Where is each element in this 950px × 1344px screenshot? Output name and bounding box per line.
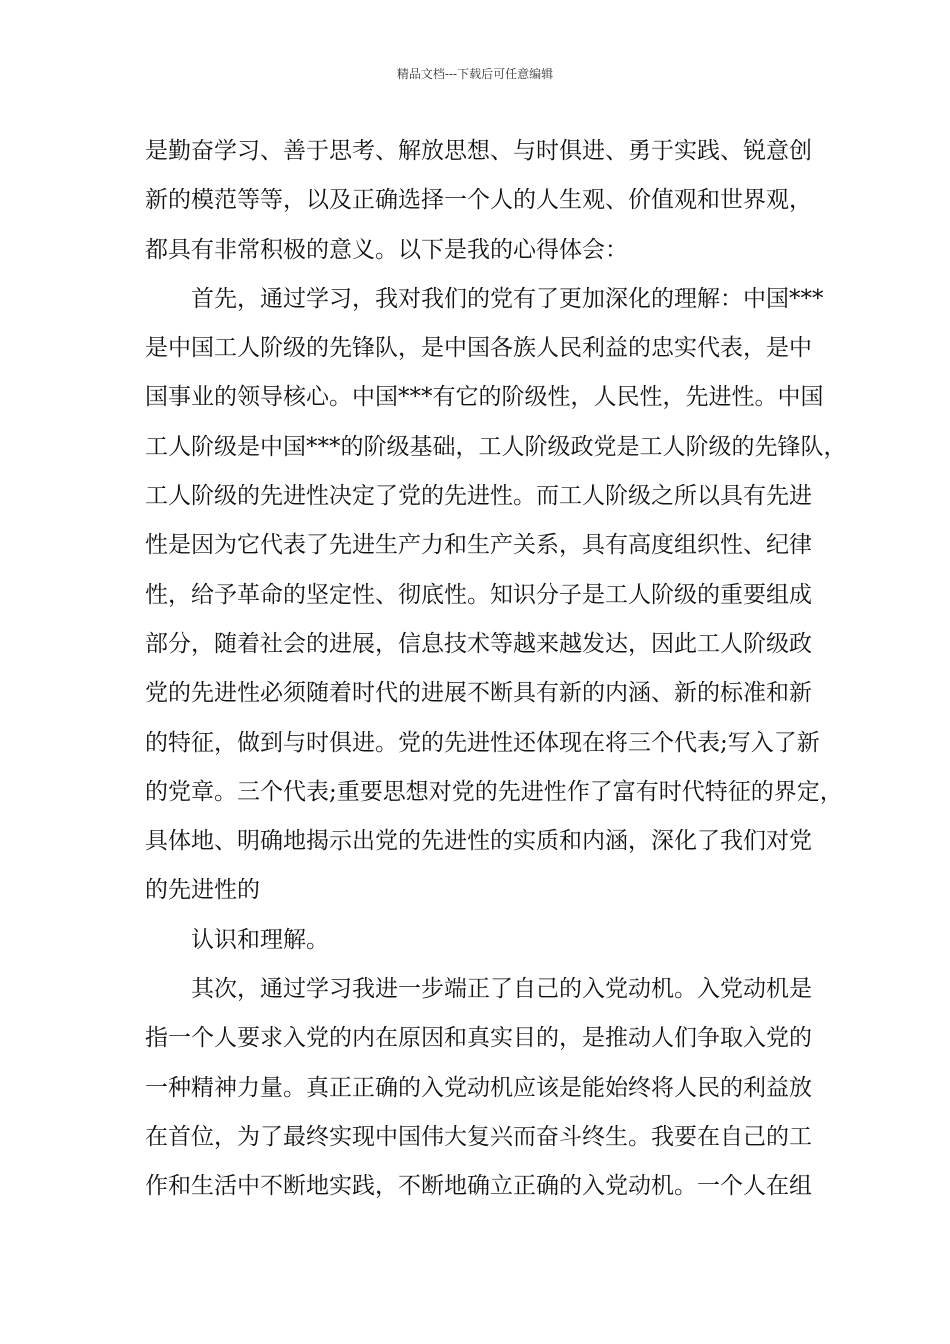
text-line: 指一个人要求入党的内在原因和真实目的，是推动人们争取入党的	[145, 1025, 812, 1052]
page-header: 精品文档---下载后可任意编辑	[396, 67, 554, 81]
paragraph-first-line: 认识和理解。	[191, 926, 329, 953]
text-line: 部分，随着社会的进展，信息技术等越来越发达，因此工人阶级政	[145, 630, 812, 657]
text-line: 性，给予革命的坚定性、彻底性。知识分子是工人阶级的重要组成	[145, 581, 812, 608]
text-line: 工人阶级的先进性决定了党的先进性。而工人阶级之所以具有先进	[145, 483, 812, 510]
text-line: 作和生活中不断地实践，不断地确立正确的入党动机。一个人在组	[145, 1173, 812, 1200]
text-line: 工人阶级是中国***的阶级基础，工人阶级政党是工人阶级的先锋队，	[145, 433, 847, 460]
text-line: 是中国工人阶级的先锋队，是中国各族人民利益的忠实代表，是中	[145, 335, 812, 362]
text-line: 性是因为它代表了先进生产力和生产关系，具有高度组织性、纪律	[145, 532, 812, 559]
text-line: 国事业的领导核心。中国***有它的阶级性，人民性，先进性。中国	[145, 384, 824, 411]
text-line: 是勤奋学习、善于思考、解放思想、与时俱进、勇于实践、锐意创	[145, 138, 812, 164]
text-line: 党的先进性必须随着时代的进展不断具有新的内涵、新的标准和新	[145, 680, 812, 707]
text-line: 的特征，做到与时俱进。党的先进性还体现在将三个代表;写入了新	[145, 729, 820, 756]
text-line: 新的模范等等，以及正确选择一个人的人生观、价值观和世界观，	[145, 187, 812, 214]
paragraph-first-line: 首先，通过学习，我对我们的党有了更加深化的理解：中国***	[191, 285, 824, 312]
text-line: 在首位，为了最终实现中国伟大复兴而奋斗终生。我要在自己的工	[145, 1123, 812, 1150]
text-line: 的先进性的	[145, 877, 260, 904]
body-text	[145, 133, 847, 1218]
text-line: 都具有非常积极的意义。以下是我的心得体会：	[145, 236, 628, 263]
text-line: 具体地、明确地揭示出党的先进性的实质和内涵，深化了我们对党	[145, 828, 812, 855]
text-line: 一种精神力量。真正正确的入党动机应该是能始终将人民的利益放	[145, 1074, 812, 1101]
paragraph-first-line: 其次，通过学习我进一步端正了自己的入党动机。入党动机是	[191, 976, 812, 1003]
text-line: 的党章。三个代表;重要思想对党的先进性作了富有时代特征的界定，	[145, 778, 843, 805]
